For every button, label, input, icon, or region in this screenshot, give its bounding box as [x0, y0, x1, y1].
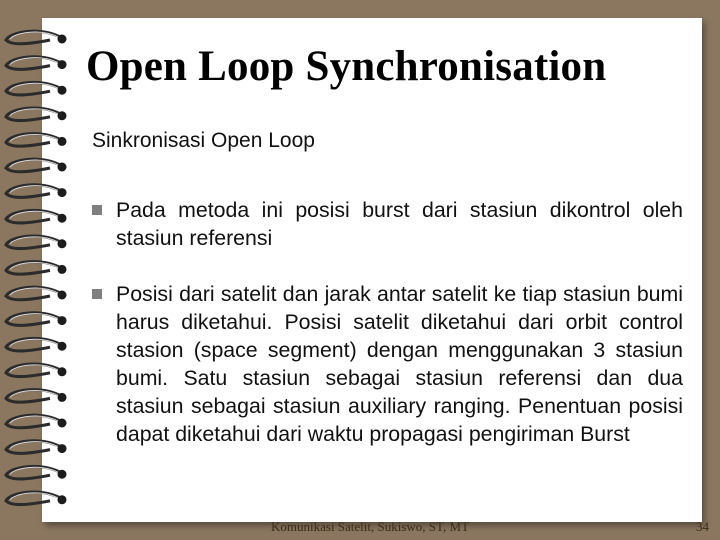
bullet-text: Pada metoda ini posisi burst dari stasiun dikontrol oleh stasiun referensi: [116, 198, 683, 250]
square-bullet-icon: [92, 289, 102, 299]
slide-subtitle: Sinkronisasi Open Loop: [92, 129, 315, 152]
spiral-ring: [6, 31, 62, 44]
binding-hole: [58, 137, 67, 146]
spiral-ring: [6, 262, 62, 275]
binding-hole: [58, 291, 67, 300]
spiral-ring: [6, 390, 62, 403]
binding-hole: [58, 35, 67, 44]
binding-hole: [58, 188, 67, 197]
spiral-ring: [6, 185, 62, 198]
spiral-ring: [6, 134, 62, 147]
binding-hole: [58, 342, 67, 351]
binding-hole: [58, 163, 67, 172]
spiral-binding-icon: [0, 18, 80, 522]
binding-hole: [58, 495, 67, 504]
bullet-item: [88, 196, 688, 252]
binding-hole: [58, 111, 67, 120]
binding-hole: [58, 393, 67, 402]
spiral-ring: [6, 57, 62, 70]
binding-hole: [58, 214, 67, 223]
binding-hole: [58, 239, 67, 248]
binding-hole: [58, 444, 67, 453]
slide-title: Open Loop Synchronisation: [86, 43, 607, 90]
binding-hole: [58, 470, 67, 479]
spiral-ring: [6, 159, 62, 172]
binding-hole: [58, 60, 67, 69]
spiral-ring: [6, 338, 62, 351]
binding-hole: [58, 419, 67, 428]
spiral-ring: [6, 466, 62, 479]
spiral-ring: [6, 236, 62, 249]
square-bullet-icon: [92, 205, 102, 215]
spiral-ring: [6, 441, 62, 454]
binding-hole: [58, 316, 67, 325]
spiral-ring: [6, 287, 62, 300]
bullet-list: [88, 196, 688, 476]
page-number: 34: [696, 519, 709, 534]
spiral-ring: [6, 313, 62, 326]
binding-hole: [58, 86, 67, 95]
bullet-text: Posisi dari satelit dan jarak antar satelit ke tiap stasiun bumi harus diketahui. Posisi satelit diketahui dari orbit control stasion (space segment) dengan menggunakan 3 stasiun bumi. Satu stasiun sebagai stasiun referensi dan dua stasiun sebagai stasiun auxiliary ranging. Penentuan posisi dapat diketahui dari waktu propagasi pengiriman Burst: [116, 282, 683, 446]
binding-hole: [58, 265, 67, 274]
spiral-ring: [6, 108, 62, 121]
spiral-ring: [6, 415, 62, 428]
spiral-ring: [6, 364, 62, 377]
bullet-item: [88, 280, 688, 448]
binding-hole: [58, 367, 67, 376]
spiral-ring: [6, 210, 62, 223]
spiral-ring: [6, 492, 62, 505]
footer-text: Komunikasi Satelit, Sukiswo, ST, MT: [271, 519, 470, 534]
spiral-ring: [6, 82, 62, 95]
